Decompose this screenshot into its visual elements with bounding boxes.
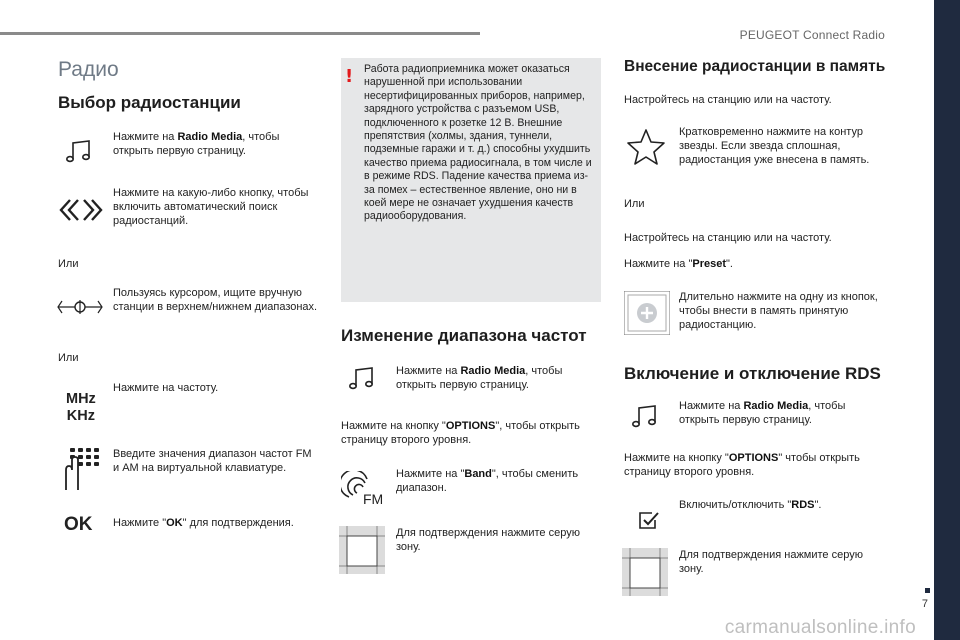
side-tab-bar — [934, 0, 960, 640]
rds-step-3: Включить/отключить "RDS". — [679, 499, 822, 511]
ok-icon: OK — [64, 514, 93, 535]
header-rule — [0, 32, 480, 35]
mhz-label: MHz — [66, 391, 96, 407]
mhz-khz-icon — [66, 391, 96, 425]
rds-step-2: Нажмите на кнопку "OPTIONS" чтобы открыть страницу второго уровня. — [624, 452, 860, 478]
right-step-5: Длительно нажмите на одну из кнопок, чтобы внести в память принятую радиостанцию. — [679, 291, 878, 331]
section-heading-memory: Внесение радиостанции в память — [624, 58, 886, 75]
fm-label: FM — [363, 491, 384, 507]
page-number: 7 — [921, 598, 928, 610]
left-step-4: Нажмите на частоту. — [113, 382, 219, 394]
or-label-1: Или — [58, 258, 79, 270]
page-title: Радио — [58, 58, 119, 81]
music-note-icon — [630, 404, 660, 430]
middle-step-2: Нажмите на кнопку "OPTIONS", чтобы открыть страницу второго уровня. — [341, 420, 580, 446]
seek-arrows-icon — [58, 198, 104, 222]
right-step-4: Нажмите на "Preset". — [624, 258, 733, 270]
left-step-1: Нажмите на Radio Media, чтобы открыть первую страницу. — [113, 131, 280, 157]
warning-icon: ! — [345, 66, 354, 87]
preset-plus-icon — [624, 291, 670, 335]
left-step-6: Нажмите "OK" для подтверждения. — [113, 517, 294, 529]
grey-zone-icon — [339, 526, 385, 574]
warning-text: Работа радиоприемника может оказаться нарушенной при использовании несертифицированных приборов, например, зарядного устройства с разъемом USB, подключенного к розетке 12 В. Внешние препятствия (холмы, здания, туннели, подземные гаражи и т. д.) способны ухудшить качество приема радиосигнала, в том числе и в режиме RDS. Падение качества приема из-за помех – естественное явление, оно ни в коей мере не означает ухудшения качеств радиооборудования. — [364, 63, 592, 223]
section-heading-rds: Включение и отключение RDS — [624, 364, 881, 383]
khz-label: KHz — [66, 408, 95, 424]
or-label-2: Или — [58, 352, 79, 364]
middle-step-1: Нажмите на Radio Media, чтобы открыть первую страницу. — [396, 365, 563, 391]
section-heading-band: Изменение диапазона частот — [341, 326, 587, 345]
rds-step-4: Для подтверждения нажмите серую зону. — [679, 549, 863, 575]
left-step-5: Введите значения диапазон частот FM и AM на виртуальной клавиатуре. — [113, 448, 312, 474]
grey-zone-icon — [622, 548, 668, 596]
right-step-2: Кратковременно нажмите на контур звезды. Если звезда сплошная, радиостанция уже внесена в память. — [679, 126, 870, 166]
section-heading-select-station: Выбор радиостанции — [58, 93, 241, 112]
left-step-2: Нажмите на какую-либо кнопку, чтобы включить автоматический поиск радиостанций. — [113, 187, 309, 227]
left-step-3: Пользуясь курсором, ищите вручную станции в верхнем/нижнем диапазонах. — [113, 287, 318, 313]
side-marker — [925, 588, 930, 593]
cursor-slider-icon — [56, 296, 104, 318]
music-note-icon — [347, 366, 377, 392]
rds-step-1: Нажмите на Radio Media, чтобы открыть первую страницу. — [679, 400, 846, 426]
star-outline-icon — [626, 128, 666, 166]
middle-step-3: Нажмите на "Band", чтобы сменить диапазон. — [396, 468, 579, 494]
fm-signal-icon — [341, 471, 385, 507]
checkbox-icon — [638, 510, 660, 530]
header-brand-text: PEUGEOT Connect Radio — [739, 28, 885, 42]
music-note-icon — [64, 139, 94, 165]
right-step-3: Настройтесь на станцию или на частоту. — [624, 232, 832, 244]
keypad-icon — [60, 446, 100, 492]
middle-step-4: Для подтверждения нажмите серую зону. — [396, 527, 580, 553]
or-label-3: Или — [624, 198, 645, 210]
watermark: carmanualsonline.info — [724, 617, 916, 638]
right-step-1: Настройтесь на станцию или на частоту. — [624, 94, 832, 106]
